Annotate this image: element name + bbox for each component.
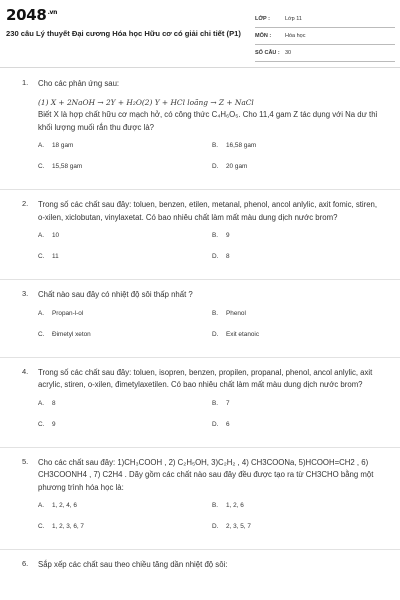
option-text: 8 (52, 399, 56, 407)
question-text: Sắp xếp các chất sau theo chiều tăng dần nhiệt độ sôi: (38, 560, 228, 569)
question-number: 5. (22, 456, 29, 466)
option-text: 18 gam (52, 142, 74, 149)
question-list (0, 78, 400, 572)
question-text-continued: Biết X là hợp chất hữu cơ mạch hở, có công thức C₄H₆O₅. Cho 11,4 gam Z tác dụng với Na dư thì khối lượng muối rắn thu được là? (38, 110, 378, 132)
document-title: 230 câu Lý thuyết Đại cương Hóa học Hữu cơ có giải chi tiết (P1) (6, 29, 241, 38)
option-letter: A. (38, 502, 45, 509)
answer-options (38, 232, 380, 272)
option-letter: C. (38, 523, 45, 530)
option-c[interactable] (38, 163, 82, 170)
option-text: 8 (226, 253, 230, 260)
option-text: 1, 2, 6 (226, 502, 244, 509)
option-d[interactable] (212, 421, 230, 428)
question-5 (0, 457, 400, 543)
option-letter: A. (38, 399, 45, 407)
meta-label: MÔN : (255, 33, 272, 39)
question-divider (0, 279, 400, 280)
question-number: 6. (22, 559, 29, 568)
option-text: 1, 2, 4, 6 (52, 502, 77, 509)
option-letter: C. (38, 163, 45, 170)
question-number: 3. (22, 289, 29, 298)
option-d[interactable] (212, 523, 251, 530)
option-d[interactable] (212, 163, 247, 170)
option-letter: B. (212, 232, 219, 239)
option-letter: D. (212, 420, 219, 428)
option-a[interactable] (38, 310, 83, 317)
question-divider (0, 447, 400, 448)
question-divider (0, 189, 400, 190)
option-letter: B. (212, 399, 219, 407)
meta-row-count (255, 48, 395, 62)
question-divider (0, 549, 400, 550)
question-4 (0, 367, 400, 440)
option-text: 9 (52, 420, 56, 428)
option-c[interactable] (38, 253, 59, 260)
option-c[interactable] (38, 523, 84, 530)
question-number: 2. (22, 199, 29, 208)
option-text: Đimetyl xeton (52, 330, 91, 338)
question-number: 1. (22, 78, 29, 87)
logo-text: 2048 (6, 6, 47, 24)
question-1 (0, 78, 400, 182)
answer-options (38, 400, 380, 440)
question-text: Trong số các chất sau đây: toluen, isopren, benzen, propilen, propanal, phenol, ancol anlylic, axit acrylic, stiren, o-xilen, đimetylaxetilen. Có bao nhiêu chất làm mất màu dung dịch nước brom? (38, 367, 373, 389)
meta-value: Hóa học (285, 33, 306, 39)
option-c[interactable] (38, 421, 56, 428)
meta-label: LỚP : (255, 16, 270, 22)
reaction-equation: (1) X + 2NaOH → 2Y + H₂O(2) Y + HCl loãng → Z + NaCl (38, 97, 254, 107)
document-meta (255, 14, 395, 65)
question-divider (0, 357, 400, 358)
question-text: Chất nào sau đây có nhiệt độ sôi thấp nhất ? (38, 290, 193, 299)
meta-row-subject (255, 31, 395, 45)
option-letter: D. (212, 330, 219, 338)
option-text: Propan-l-ol (52, 309, 84, 317)
question-text: Cho các phản ứng sau: (38, 79, 120, 88)
option-text: 2, 3, 5, 7 (226, 523, 251, 530)
site-logo[interactable] (6, 6, 57, 24)
answer-options (38, 502, 380, 542)
question-text: Trong số các chất sau đây: toluen, benzen, etilen, metanal, phenol, ancol anlylic, axit fomic, stiren, o-xilen, xiclobutan, vinylaxetat. Có bao nhiêu chất làm mất màu dung dịch nước brom? (38, 200, 378, 222)
option-letter: B. (212, 502, 219, 509)
option-d[interactable] (212, 331, 259, 338)
option-text: 11 (52, 253, 59, 260)
option-b[interactable] (212, 142, 256, 149)
option-text: 10 (52, 232, 60, 239)
option-a[interactable] (38, 400, 56, 407)
option-text: 16,58 gam (226, 142, 257, 149)
option-text: 15,58 gam (52, 163, 83, 170)
option-letter: D. (212, 523, 219, 530)
option-text: Exit etanoic (226, 330, 260, 338)
question-number: 4. (22, 366, 29, 376)
option-b[interactable] (212, 502, 244, 509)
option-c[interactable] (38, 331, 91, 338)
option-text: 7 (226, 399, 230, 407)
meta-value: 30 (285, 50, 292, 56)
option-a[interactable] (38, 142, 73, 149)
question-3 (0, 289, 400, 350)
question-6 (0, 559, 400, 572)
option-a[interactable] (38, 502, 77, 509)
option-letter: C. (38, 253, 45, 260)
meta-label: SỐ CÂU : (255, 50, 280, 56)
option-text: 20 gam (226, 163, 248, 170)
page-header (0, 0, 400, 62)
option-text: Phenol (226, 309, 246, 317)
header-divider (0, 67, 400, 68)
option-letter: A. (38, 232, 45, 239)
option-letter: A. (38, 142, 45, 149)
logo-suffix: .vn (47, 9, 58, 16)
answer-options (38, 310, 380, 350)
option-b[interactable] (212, 232, 230, 239)
option-letter: A. (38, 309, 45, 317)
meta-value: Lớp 11 (285, 16, 302, 22)
option-b[interactable] (212, 310, 246, 317)
question-text: Cho các chất sau đây: 1)CH₃COOH , 2) C₂H₅OH, 3)C₂H₂ , 4) CH3COONa, 5)HCOOH=CH2 , 6) CH3COONH4 , 7) C2H4 . Dãy gồm các chất nào sau đây đều được tạo ra từ CH3CHO bằng một phương trình hóa học là: (38, 457, 374, 492)
option-letter: C. (38, 420, 45, 428)
option-letter: D. (212, 163, 219, 170)
option-letter: D. (212, 253, 219, 260)
option-b[interactable] (212, 400, 230, 407)
answer-options (38, 142, 380, 182)
option-a[interactable] (38, 232, 59, 239)
option-text: 9 (226, 232, 230, 239)
meta-row-class (255, 14, 395, 28)
question-2 (0, 199, 400, 272)
option-letter: B. (212, 309, 219, 317)
option-d[interactable] (212, 253, 230, 260)
option-text: 1, 2, 3, 6, 7 (52, 523, 84, 530)
option-letter: C. (38, 330, 45, 338)
option-text: 6 (226, 420, 230, 428)
option-letter: B. (212, 142, 219, 149)
